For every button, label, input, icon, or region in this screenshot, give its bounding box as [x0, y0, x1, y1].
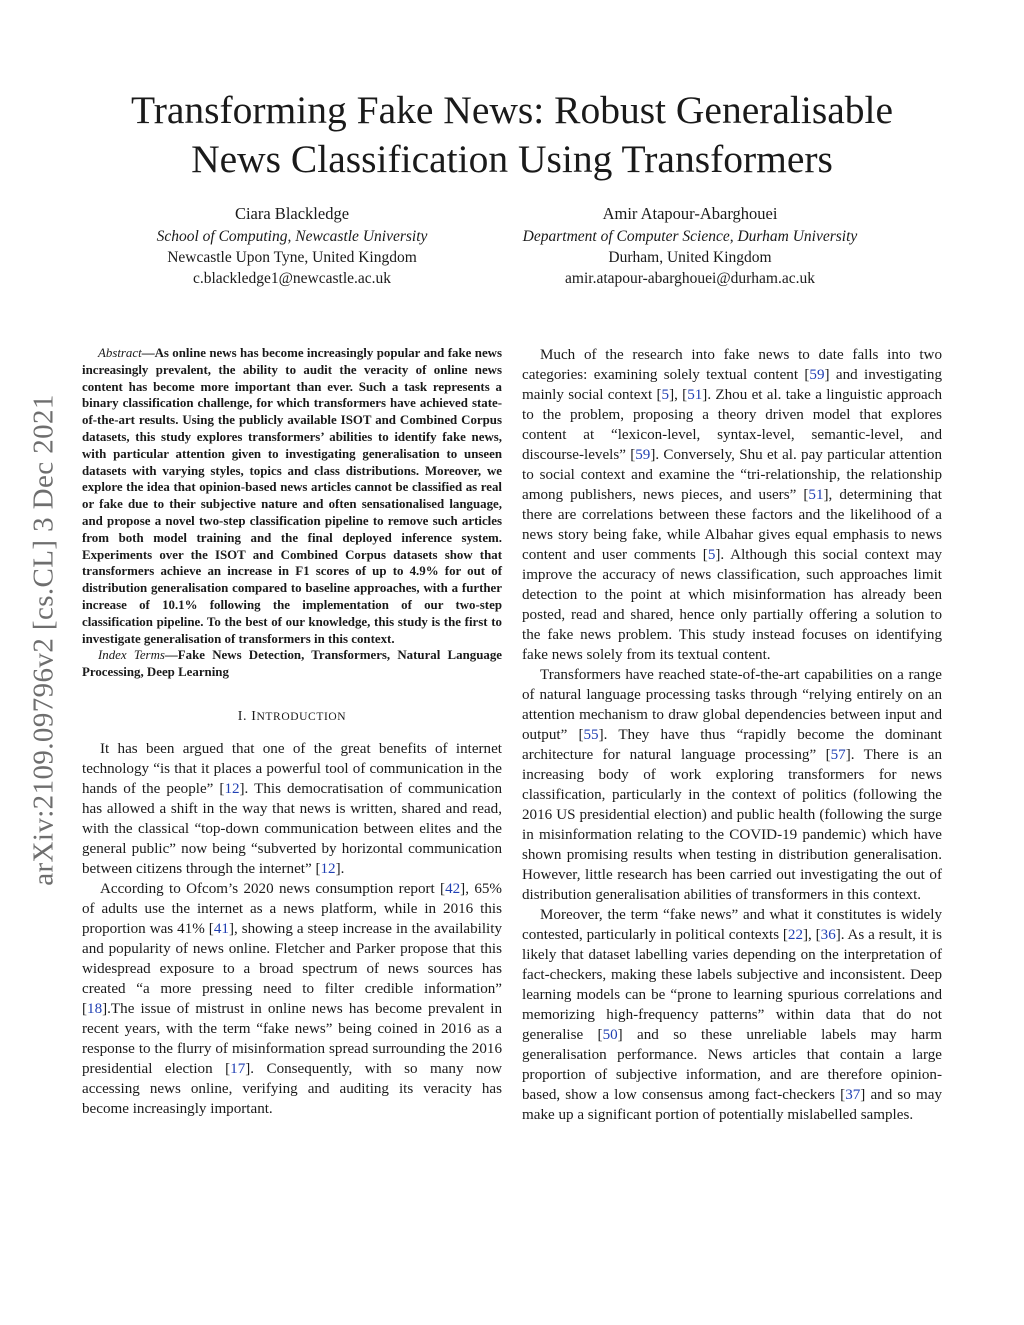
- author-affiliation: Department of Computer Science, Durham University: [522, 228, 858, 245]
- section-heading-rest: NTRODUCTION: [256, 710, 347, 723]
- author-name: Amir Atapour-Abarghouei: [602, 204, 778, 223]
- body-paragraph: [82, 879, 502, 1119]
- paragraph-text: ], [: [803, 927, 821, 943]
- body-paragraph: [522, 345, 942, 665]
- arxiv-sidebar: [0, 0, 70, 1325]
- paragraph-text: ], 65% of adults use the internet as a news platform, while in 2016 this proportion was 41% [: [82, 880, 502, 937]
- body-paragraph: [522, 905, 942, 1125]
- citation-link[interactable]: 51: [687, 387, 703, 403]
- author-block-1: [72, 203, 512, 289]
- arxiv-identifier: arXiv:2109.09796v2 [cs.CL] 3 Dec 2021: [27, 394, 60, 886]
- left-body-text: [82, 739, 502, 1119]
- paper-title-line-2: News Classification Using Transformers: [191, 137, 833, 181]
- index-terms-label: Index Terms: [98, 648, 165, 663]
- author-name: Ciara Blackledge: [234, 204, 350, 223]
- paragraph-text: ]. Consequently, with so many now accessing news online, verifying and auditing its veracity has become increasingly important.: [82, 1060, 502, 1117]
- citation-link[interactable]: 12: [320, 860, 336, 877]
- author-block-2: [470, 203, 910, 289]
- paragraph-text: ]. There is an increasing body of work exploring transformers for news classification, particularly in the context of politics (following the 2016 US presidential election) and public health (following the surge in misinformation relating to the COVID-19 pandemic) which have shown promising results when testing in distribution generalisation. However, little research has been carried out investigating the out of distribution generalisation abilities of transformers in this context.: [522, 747, 943, 903]
- author-location: Durham, United Kingdom: [608, 249, 772, 266]
- paragraph-text: ] and investigating mainly social context [: [522, 367, 942, 403]
- paragraph-text: ], [: [669, 387, 688, 403]
- paragraph-text: ]. Conversely, Shu et al. pay particular attention to social context and examine the “tri-relationship, the relationship among publishers, news pieces, and users” [: [522, 447, 942, 503]
- paragraph-text: ]. As a result, it is likely that dataset labelling varies depending on the interpretation of fact-checkers, making these labels subjective and inconsistent. Deep learning models can be “prone to learning spurious correlations and memorizing high-frequency patterns” within data that do not generalise [: [522, 927, 942, 1043]
- paragraph-text: Moreover, the term “fake news” and what it constitutes is widely contested, particularly in political contexts [: [522, 907, 942, 943]
- paragraph-text: ]. This democratisation of communication has allowed a shift in the way that news is written, shared and read, with the classical “top-down communication between elites and the general public” now being “subverted by horizontal communication between citizens through the internet” [: [82, 780, 503, 877]
- paper-title: [100, 86, 924, 184]
- abstract: [82, 345, 502, 647]
- author-email: amir.atapour-abarghouei@durham.ac.uk: [565, 270, 815, 287]
- citation-link[interactable]: 12: [224, 780, 240, 797]
- paragraph-text: ] and so these unreliable labels may harm generalisation performance. News articles that contain a large proportion of subjective information, and are therefore opinion-based, show a low consensus among fact-checkers [: [522, 1027, 943, 1103]
- paragraph-text: ]. They have thus “rapidly become the dominant architecture for natural language processing” [: [522, 727, 942, 763]
- paragraph-text: According to Ofcom’s 2020 news consumption report [: [100, 880, 446, 897]
- citation-link[interactable]: 55: [583, 727, 599, 743]
- citation-link[interactable]: 36: [820, 927, 836, 943]
- author-email: c.blackledge1@newcastle.ac.uk: [192, 270, 392, 287]
- paragraph-text: ] and so may make up a significant portion of potentially mislabelled samples.: [522, 1087, 942, 1123]
- section-heading-introduction: [82, 707, 502, 727]
- paragraph-text: ].: [335, 860, 345, 877]
- index-terms-text: —Fake News Detection, Transformers, Natural Language Processing, Deep Learning: [82, 648, 502, 680]
- body-paragraph: [522, 665, 942, 905]
- paragraph-text: ]. Although this social context may improve the accuracy of news classification, such approaches limit detection to the point at which misinformation has already been posted, read and shared, hence only partially offering a solution to the fake news problem. This study instead focuses on identifying fake news solely from its textual content.: [522, 547, 942, 663]
- citation-link[interactable]: 5: [707, 547, 716, 563]
- right-body-text: [522, 345, 942, 1125]
- citation-link[interactable]: 17: [230, 1060, 246, 1077]
- citation-link[interactable]: 5: [661, 387, 670, 403]
- section-heading-numeral: I. I: [237, 708, 257, 724]
- paragraph-text: ], showing a steep increase in the availability and popularity of news online. Fletcher and Parker propose that this widespread exposure to a broad spectrum of news sources has created “a more pressing need to filter credible information” [: [82, 920, 502, 1017]
- citation-link[interactable]: 50: [602, 1027, 618, 1043]
- paragraph-text: Transformers have reached state-of-the-art capabilities on a range of natural language processing tasks through “relying entirely on an attention mechanism to draw global dependencies between input and output” [: [522, 667, 942, 743]
- paragraph-text: ]. Zhou et al. take a linguistic approach to the problem, proposing a theory driven model that explores content at “lexicon-level, syntax-level, semantic-level, and discourse-levels” [: [522, 387, 943, 463]
- right-column: [522, 345, 942, 1125]
- citation-link[interactable]: 51: [808, 487, 824, 503]
- left-column: [82, 345, 502, 1119]
- author-location: Newcastle Upon Tyne, United Kingdom: [167, 249, 417, 266]
- paper-title-line-1: Transforming Fake News: Robust Generalisable: [130, 88, 894, 132]
- citation-link[interactable]: 57: [830, 747, 846, 763]
- citation-link[interactable]: 41: [213, 920, 229, 937]
- citation-link[interactable]: 18: [87, 1000, 103, 1017]
- citation-link[interactable]: 59: [809, 367, 825, 383]
- paragraph-text: Much of the research into fake news to date falls into two categories: examining solely textual content [: [522, 347, 942, 383]
- citation-link[interactable]: 37: [845, 1087, 861, 1103]
- abstract-text: —As online news has become increasingly popular and fake news increasingly prevalent, the ability to audit the veracity of online news content has become more important than ever. Such a task represents a binary classification challenge, for which transformers have achieved state-of-the-art results. Using the publicly available ISOT and Combined Corpus datasets, this study explores transformers’ abilities to identify fake news, with particular attention given to investigating generalisation to unseen datasets with varying styles, topics and class distributions. Moreover, we explore the idea that opinion-based news articles cannot be classified as real or fake due to their subjective nature and often sensationalised language, and propose a novel two-step classification pipeline to remove such articles from both model training and the final deployed inference system. Experiments over the ISOT and Combined Corpus datasets show that transformers achieve an increase in F1 scores of up to 4.9% for out of distribution generalisation compared to baseline approaches, with a further increase of 10.1% following the implementation of our two-step classification pipeline. To the best of our knowledge, this study is the first to investigate generalisation of transformers in this context.: [82, 346, 502, 646]
- abstract-label: Abstract: [98, 346, 142, 360]
- paragraph-text: It has been argued that one of the great benefits of internet technology “is that it places a powerful tool of communication in the hands of the people” [: [82, 740, 502, 797]
- paragraph-text: ], determining that there are correlations between these factors and the likelihood of a news story being fake, while Albahar gives equal emphasis to news content and user comments [: [522, 487, 942, 563]
- author-affiliation: School of Computing, Newcastle University: [156, 228, 428, 245]
- citation-link[interactable]: 42: [445, 880, 461, 897]
- index-terms: [82, 647, 502, 681]
- citation-link[interactable]: 22: [787, 927, 804, 943]
- body-paragraph: [82, 739, 502, 879]
- paragraph-text: ].The issue of mistrust in online news has become prevalent in recent years, with the term “fake news” being coined in 2016 as a response to the flurry of misinformation spread surrounding the 2016 presidential election [: [82, 1000, 502, 1077]
- citation-link[interactable]: 59: [635, 447, 651, 463]
